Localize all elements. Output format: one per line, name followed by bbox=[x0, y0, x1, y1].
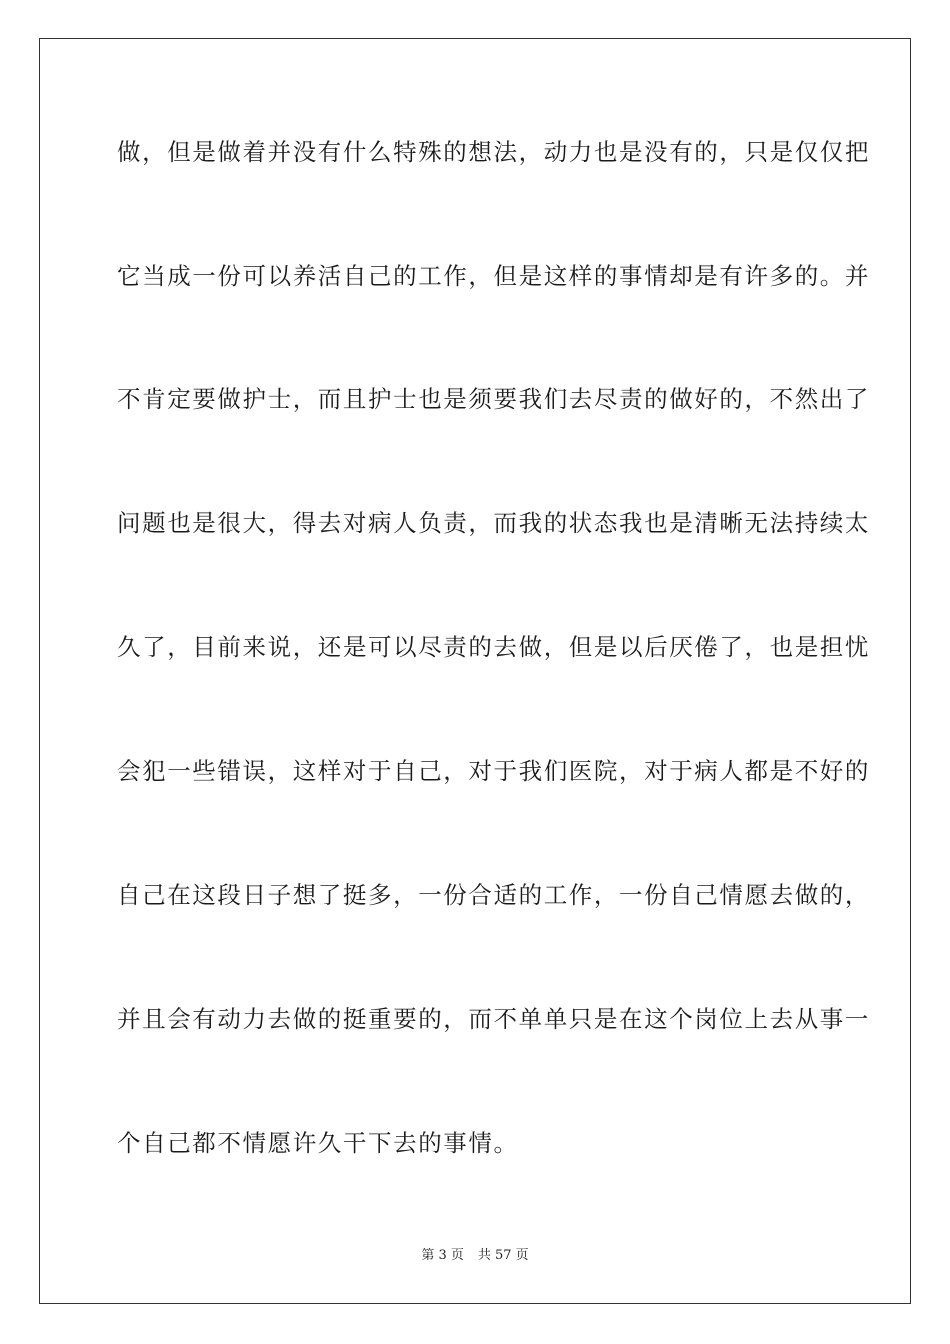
page-number: 第 3 页 bbox=[421, 1248, 464, 1263]
body-text-line-8: 并且会有动力去做的挺重要的，而不单单只是在这个岗位上去从事一 bbox=[117, 1005, 870, 1033]
body-text-line-3: 不肯定要做护士，而且护士也是须要我们去尽责的做好的，不然出了 bbox=[117, 385, 870, 413]
body-text-line-2: 它当成一份可以养活自己的工作，但是这样的事情却是有许多的。并 bbox=[117, 262, 870, 290]
body-text-line-5: 久了，目前来说，还是可以尽责的去做，但是以后厌倦了，也是担忧 bbox=[117, 633, 870, 661]
body-text-line-9: 个自己都不情愿许久干下去的事情。 bbox=[117, 1129, 519, 1157]
page-total: 共 57 页 bbox=[477, 1248, 529, 1263]
page-footer bbox=[0, 1247, 950, 1265]
body-text-line-6: 会犯一些错误，这样对于自己，对于我们医院，对于病人都是不好的 bbox=[117, 757, 870, 785]
body-text-line-4: 问题也是很大，得去对病人负责，而我的状态我也是清晰无法持续太 bbox=[117, 509, 870, 537]
page-border bbox=[39, 38, 911, 1304]
body-text-line-1: 做，但是做着并没有什么特殊的想法，动力也是没有的，只是仅仅把 bbox=[117, 138, 870, 166]
body-text-line-7: 自己在这段日子想了挺多，一份合适的工作，一份自己情愿去做的， bbox=[117, 881, 870, 909]
